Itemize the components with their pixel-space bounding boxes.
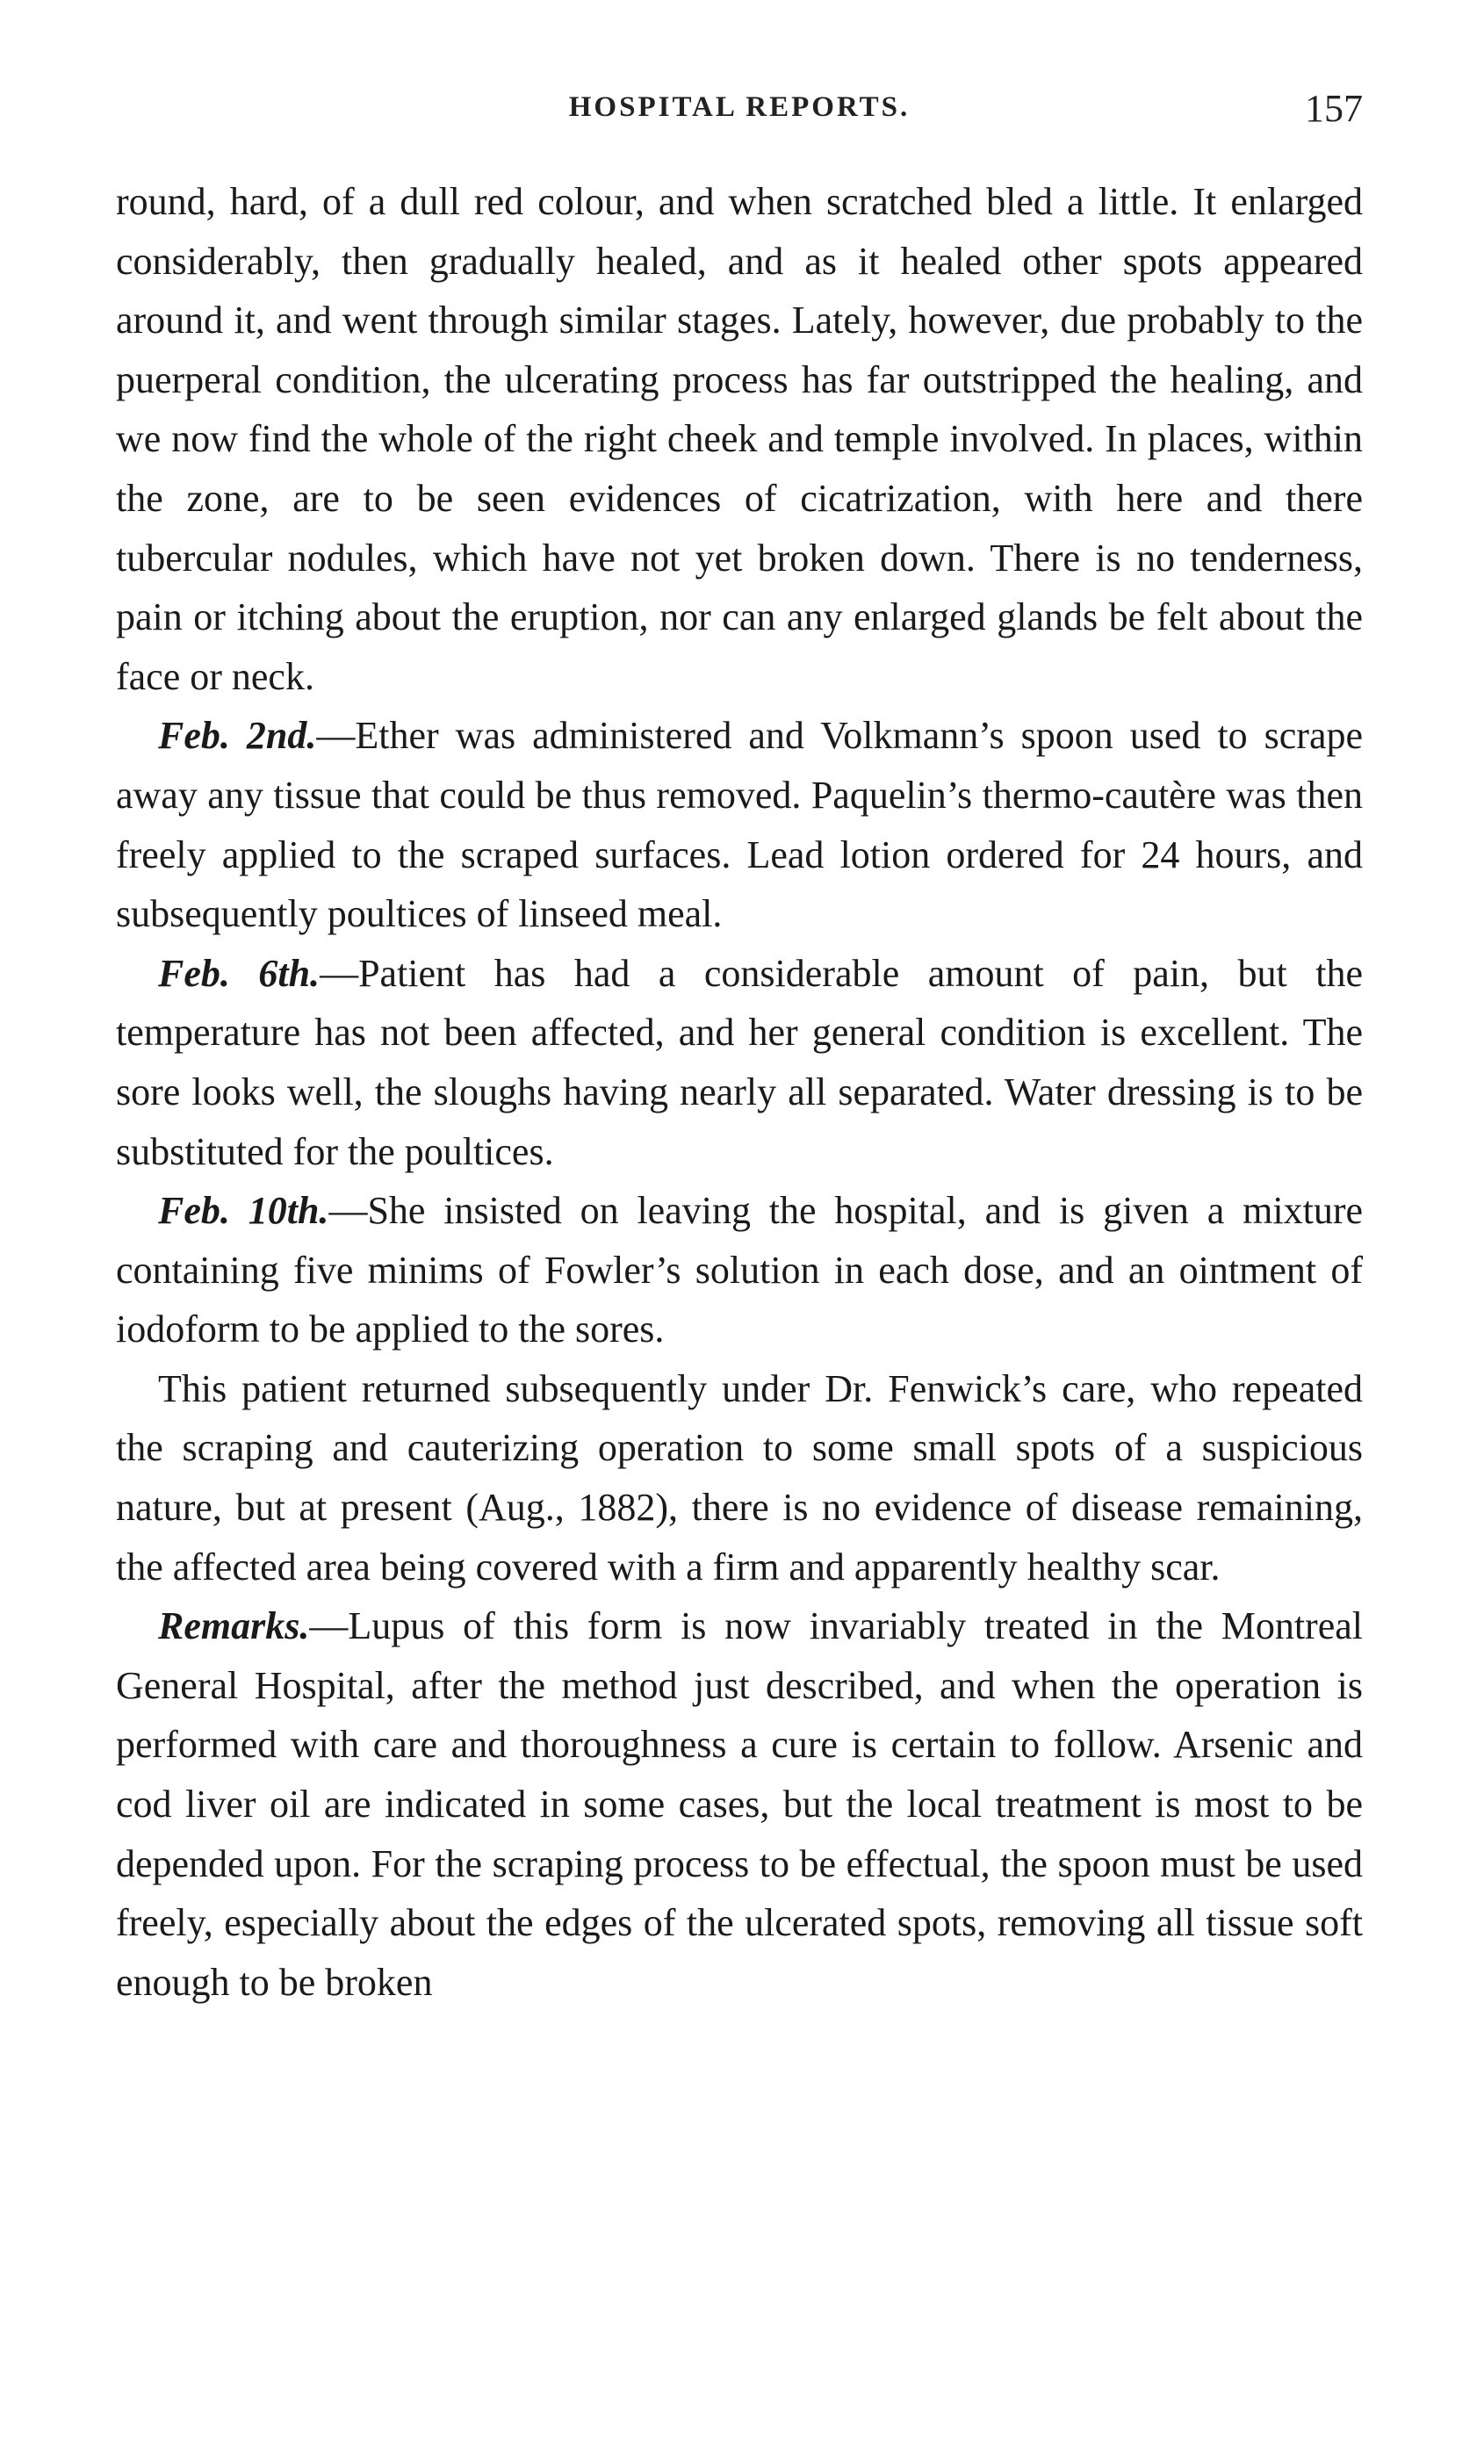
paragraph-text: —Ether was administered and Volkmann’s spoon used to scrape away any tissue that could be thus removed. Paquelin’s thermo-cautère was then freely applied to the scraped surfaces. Lead lotion ordered for 24 hours, and subsequently poultices of linseed meal. [116, 714, 1363, 936]
paragraph-continuation [116, 172, 1363, 706]
page-number: 157 [1305, 87, 1363, 130]
running-title: HOSPITAL REPORTS. [568, 91, 911, 123]
date-heading: Feb. 2nd. [158, 714, 317, 758]
paragraph-feb-2nd [116, 706, 1363, 943]
paragraph-text: round, hard, of a dull red colour, and when scratched bled a little. It enlarged considerably, then gradually healed, and as it healed other spots appeared around it, and went through similar stages. Lately, however, due probably to the puerperal condition, the ulcerating process has far outstripped the healing, and we now find the whole of the right cheek and temple involved. In places, within the zone, are to be seen evidences of cicatrization, with here and there tubercular nodules, which have not yet broken down. There is no tenderness, pain or itching about the eruption, nor can any enlarged glands be felt about the face or neck. [116, 180, 1363, 698]
paragraph-text: —Lupus of this form is now invariably treated in the Montreal General Hospital, after the method just described, and when the operation is performed with care and thoroughness a cure is certain to follow. Arsenic and cod liver oil are indicated in some cases, but the local treatment is most to be depended upon. For the scraping process to be effectual, the spoon must be used freely, especially about the edges of the ulcerated spots, removing all tissue soft enough to be broken [116, 1604, 1363, 2004]
running-head [116, 87, 1363, 144]
remarks-heading: Remarks. [158, 1604, 310, 1648]
paragraph-text: —She insisted on leaving the hospital, and is given a mixture containing five minims of Fowler’s solution in each dose, and an ointment of iodoform to be applied to the sores. [116, 1189, 1363, 1351]
date-heading: Feb. 6th. [158, 951, 321, 995]
body-text [116, 172, 1363, 2012]
paragraph-remarks [116, 1596, 1363, 2012]
paragraph-followup [116, 1359, 1363, 1596]
paragraph-feb-10th [116, 1181, 1363, 1359]
paragraph-text: —Patient has had a considerable amount of pain, but the temperature has not been affected, and her general condition is excellent. The sore looks well, the sloughs having nearly all separated. Water dressing is to be substituted for the poultices. [116, 951, 1363, 1173]
paragraph-feb-6th [116, 944, 1363, 1181]
date-heading: Feb. 10th. [158, 1189, 329, 1233]
paragraph-text: This patient returned subsequently under Dr. Fenwick’s care, who repeated the scraping and cauterizing operation to some small spots of a suspicious nature, but at present (Aug., 1882), there is no evidence of disease remaining, the affected area being covered with a firm and apparently healthy scar. [116, 1366, 1363, 1589]
